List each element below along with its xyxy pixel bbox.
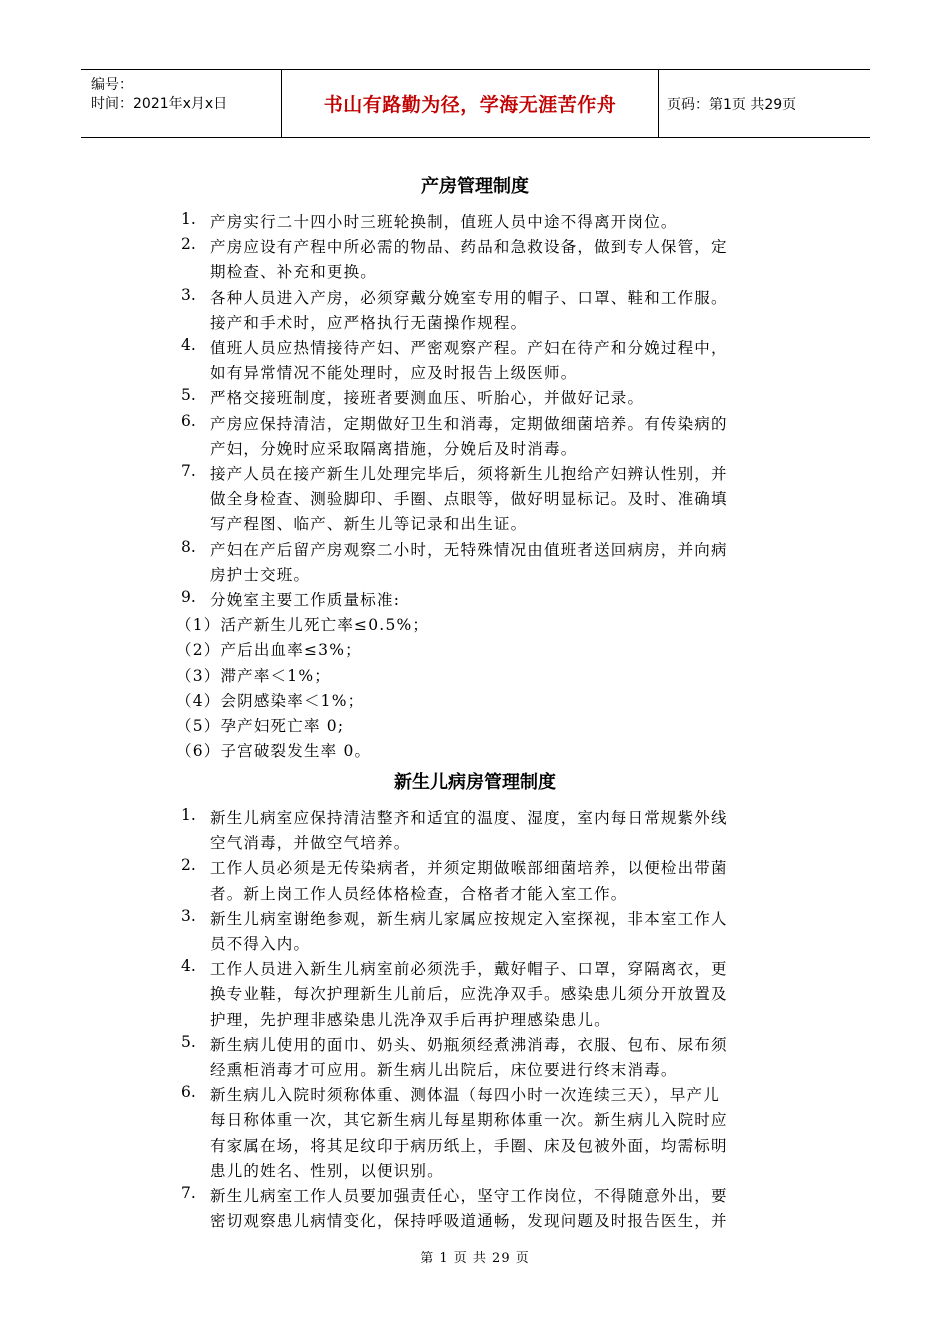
list-item-number: 6. <box>181 1083 196 1102</box>
list-item-number: 4. <box>181 336 196 354</box>
list-item-text: 写产程图、临产、新生儿等记录和出生证。 <box>210 515 528 534</box>
list-item-number: 4. <box>181 957 196 976</box>
quality-standard-item: （5）孕产妇死亡率 0; <box>176 717 345 735</box>
list-item-text: 换专业鞋，每次护理新生儿前后，应洗净双手。感染患儿须分开放置及 <box>210 985 728 1004</box>
list-item-number: 3. <box>181 285 196 304</box>
list-item-text: 接产人员在接产新生儿处理完毕后，须将新生儿抱给产妇辨认性别，并 <box>210 465 728 483</box>
list-item-number: 1. <box>181 806 196 824</box>
motto-text: 书山有路勤为径，学海无涯苦作舟 <box>282 70 659 137</box>
list-item-number: 7. <box>181 462 196 480</box>
list-item-number: 8. <box>181 537 196 556</box>
section1-title: 产房管理制度 <box>421 176 529 197</box>
list-item-text: 产妇，分娩时应采取隔离措施，分娩后及时消毒。 <box>210 439 578 458</box>
list-item-text: 各种人员进入产房，必须穿戴分娩室专用的帽子、口罩、鞋和工作服。 <box>210 288 728 307</box>
list-item-text: 分娩室主要工作质量标准: <box>210 591 401 609</box>
list-item-text: 如有异常情况不能处理时，应及时报告上级医师。 <box>210 364 578 383</box>
list-item-text: 值班人员应热情接待产妇、严密观察产程。产妇在待产和分娩过程中， <box>210 339 728 357</box>
list-item-text: 产房应设有产程中所必需的物品、药品和急救设备，做到专人保管，定 <box>210 238 728 257</box>
header-meta-cell <box>81 70 282 137</box>
list-item-number: 5. <box>181 386 196 405</box>
list-item-text: 员不得入内。 <box>210 935 311 953</box>
date-label: 时间：2021年x月x日 <box>91 96 228 112</box>
section2-title: 新生儿病房管理制度 <box>394 772 556 793</box>
list-item-text: 产妇在产后留产房观察二小时，无特殊情况由值班者送回病房，并向病 <box>210 540 728 559</box>
list-item-text: 新生病儿使用的面巾、奶头、奶瓶须经煮沸消毒，衣服、包布、尿布须 <box>210 1035 728 1054</box>
header-table <box>81 69 870 138</box>
list-item-number: 3. <box>181 906 196 925</box>
list-item-text: 密切观察患儿病情变化，保持呼吸道通畅，发现问题及时报告医生，并 <box>210 1212 728 1231</box>
list-item-number: 7. <box>181 1184 196 1202</box>
quality-standard-item: （2）产后出血率≤3%； <box>176 641 362 660</box>
list-item-text: 每日称体重一次，其它新生病儿每星期称体重一次。新生病儿入院时应 <box>210 1111 728 1130</box>
list-item-text: 做全身检查、测验脚印、手圈、点眼等，做好明显标记。及时、准确填 <box>210 490 728 509</box>
list-item-number: 5. <box>181 1032 196 1051</box>
list-item-text: 工作人员进入新生儿病室前必须洗手，戴好帽子、口罩，穿隔离衣，更 <box>210 960 728 979</box>
quality-standard-item: （1）活产新生儿死亡率≤0.5%； <box>176 616 430 635</box>
list-item-text: 新生病儿入院时须称体重、测体温（每四小时一次连续三天），早产儿 <box>210 1086 720 1105</box>
list-item-text: 护理，先护理非感染患儿洗净双手后再护理感染患儿。 <box>210 1010 611 1029</box>
list-item-text: 新生儿病室谢绝参观，新生病儿家属应按规定入室探视，非本室工作人 <box>210 909 728 928</box>
list-item-text: 经熏柜消毒才可应用。新生病儿出院后，床位要进行终末消毒。 <box>210 1061 678 1079</box>
list-item-text: 房护士交班。 <box>210 565 311 584</box>
list-item-text: 严格交接班制度，接班者要测血压、听胎心，并做好记录。 <box>210 389 645 408</box>
list-item-text: 产房实行二十四小时三班轮换制，值班人员中途不得离开岗位。 <box>210 213 678 231</box>
quality-standard-item: （3）滞产率＜1%； <box>176 666 331 685</box>
list-item-number: 2. <box>181 856 196 875</box>
list-item-text: 者。新上岗工作人员经体格检查，合格者才能入室工作。 <box>210 884 628 903</box>
list-item-number: 9. <box>181 588 196 606</box>
list-item-number: 6. <box>181 411 196 430</box>
list-item-text: 期检查、补充和更换。 <box>210 263 378 282</box>
list-item-text: 新生儿病室工作人员要加强责任心，坚守工作岗位，不得随意外出，要 <box>210 1187 728 1205</box>
page-label: 页码：第1页 共29页 <box>667 96 797 113</box>
page-footer: 第 1 页 共 29 页 <box>420 1251 530 1266</box>
list-item-text: 空气消毒，并做空气培养。 <box>210 834 411 853</box>
list-item-text: 接产和手术时，应严格执行无菌操作规程。 <box>210 313 528 332</box>
number-label: 编号： <box>91 77 133 93</box>
list-item-text: 新生儿病室应保持清洁整齐和适宜的温度、湿度，室内每日常规紫外线 <box>210 809 728 827</box>
list-item-text: 患儿的姓名、性别，以便识别。 <box>210 1161 444 1180</box>
list-item-text: 产房应保持清洁，定期做好卫生和消毒，定期做细菌培养。有传染病的 <box>210 414 728 433</box>
list-item-text: 工作人员必须是无传染病者，并须定期做喉部细菌培养，以便检出带菌 <box>210 859 728 878</box>
list-item-text: 有家属在场，将其足纹印于病历纸上，手圈、床及包被外面，均需标明 <box>210 1136 728 1155</box>
list-item-number: 2. <box>181 235 196 254</box>
quality-standard-item: （4）会阴感染率＜1%； <box>176 691 365 710</box>
list-item-number: 1. <box>181 210 196 228</box>
quality-standard-item: （6）子宫破裂发生率 0。 <box>176 742 372 761</box>
